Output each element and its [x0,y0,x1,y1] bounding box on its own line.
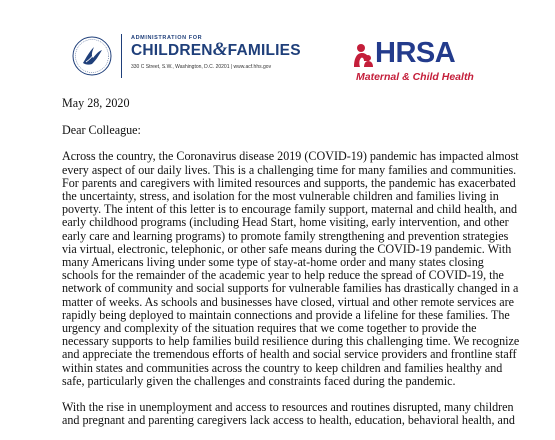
hrsa-wordmark: HRSA [375,37,456,69]
hrsa-subtitle: Maternal & Child Health [356,71,474,83]
acf-address: 330 C Street, S.W., Washington, D.C. 20201 | www.acf.hhs.gov [131,64,272,70]
acf-name [131,41,301,60]
letter-body [62,97,522,440]
logo-divider [121,34,122,78]
letter-salutation: Dear Colleague: [62,123,141,138]
acf-admin-label: ADMINISTRATION FOR [131,35,203,41]
hrsa-mother-child-icon [352,43,376,69]
acf-logo [131,35,301,70]
letter-paragraph-1: Across the country, the Coronavirus disease 2019 (COVID-19) pandemic has impacted almost every aspect of our daily lives. This is a challenging time for many families and communities. For parents and caregivers with limited resources and supports, the pandemic has exacerbated the uncertainty, stress, and isolation for the most vulnerable children and families living in poverty. The intent of this letter is to encourage family support, maternal and child health, and early childhood programs (including Head Start, home visiting, early intervention, and other early care and learning programs) to promote family strengthening and prevention strategies via virtual, electronic, telephonic, or other safe means during the COVID-19 pandemic. With many Americans living under some type of stay-at-home order and many states closing schools for the remainder of the academic year to help reduce the spread of COVID-19, the network of community and social supports for vulnerable families has drastically changed in a matter of weeks. As schools and businesses have closed, virtual and other remote services are rapidly being deployed to maintain connections and provide a lifeline for these families. The urgency and complexity of the situation requires that we come together to provide the necessary supports to help families build resilience during this challenging time. We recognize and appreciate the tremendous efforts of health and social service providers and frontline staff within states and communities across the country to keep children and families healthy and safe, particularly given the challenges and constraints faced during the pandemic. [62,149,520,388]
acf-name-part1: CHILDREN [131,42,213,59]
letter-date: May 28, 2020 [62,96,130,110]
acf-ampersand: & [212,39,228,60]
hhs-seal-logo [72,36,112,76]
acf-name-part2: FAMILIES [227,42,301,59]
letterhead [0,0,555,90]
letter-paragraph-2: With the rise in unemployment and access to resources and routines disrupted, many children and pregnant and parenting caregivers lack access to health, education, behavioral health, and [62,400,515,428]
